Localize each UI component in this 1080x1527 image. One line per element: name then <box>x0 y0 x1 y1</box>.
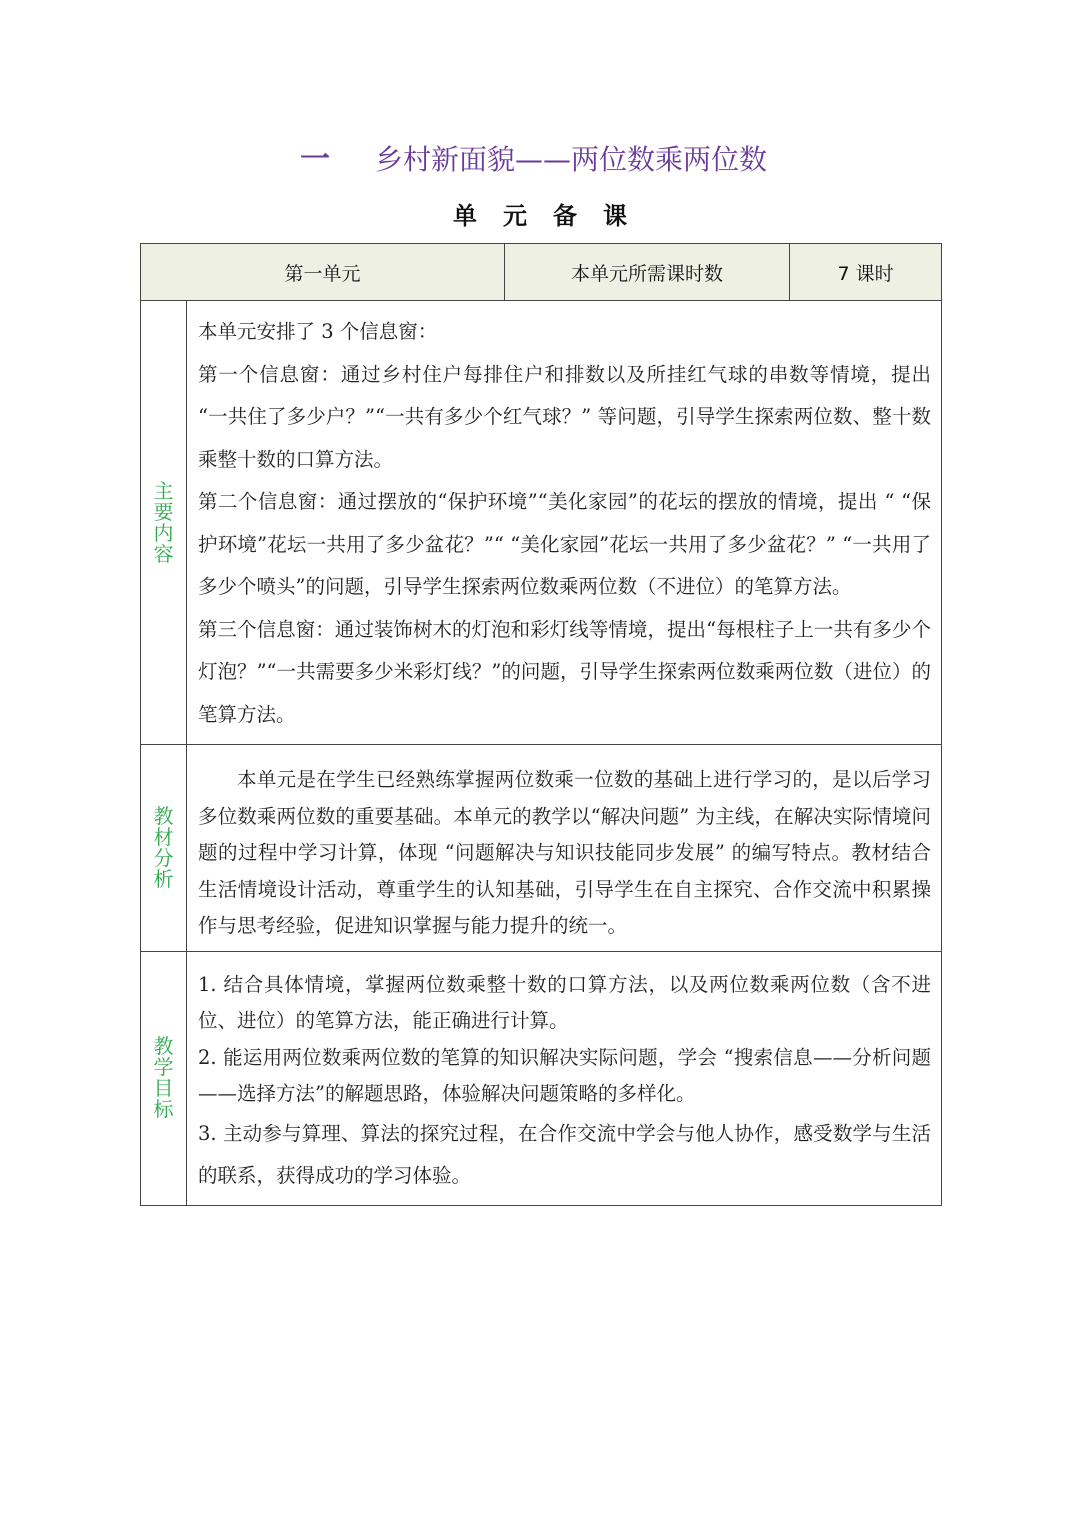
table-header-row <box>141 244 942 301</box>
main-content-label: 主要内容 <box>153 478 174 566</box>
main-content-paragraph: 第二个信息窗：通过摆放的“保护环境”“美化家园”的花坛的摆放的情境，提出 “ “保护环境”花坛一共用了多少盆花？”“ “美化家园”花坛一共用了多少盆花？” “一共用了多少个喷头”的问题，引导学生探索两位数乘两位数（不进位）的笔算方法。 <box>198 490 932 598</box>
teaching-goal-item: 3. 主动参与算理、算法的探究过程，在合作交流中学会与他人协作，感受数学与生活的联系，获得成功的学习体验。 <box>198 1121 932 1187</box>
main-content-label-cell <box>141 301 187 745</box>
unit-number: 一 <box>300 142 330 177</box>
page-title <box>0 138 1080 182</box>
unit-name-cell: 第一单元 <box>141 244 505 301</box>
hours-value-cell: 7 课时 <box>790 244 942 301</box>
unit-title: 乡村新面貌——两位数乘两位数 <box>375 143 768 176</box>
teaching-goals-label: 教学目标 <box>153 1034 174 1121</box>
main-content-paragraph: 本单元安排了 3 个信息窗： <box>198 320 438 343</box>
textbook-analysis-label-cell <box>141 745 187 952</box>
section-subtitle: 单元备课 <box>453 202 653 230</box>
main-content-body <box>187 301 941 744</box>
teaching-goals-row <box>141 951 942 1205</box>
hours-label-cell: 本单元所需课时数 <box>505 244 790 301</box>
main-content-row <box>141 301 942 745</box>
unit-plan-table <box>140 243 942 1206</box>
main-content-cell <box>187 301 942 745</box>
teaching-goal-item: 1. 结合具体情境，掌握两位数乘整十数的口算方法，以及两位数乘两位数（含不进位、进位）的笔算方法，能正确进行计算。 <box>198 972 932 1032</box>
teaching-goals-label-cell <box>141 951 187 1205</box>
main-content-paragraph: 第一个信息窗：通过乡村住户每排住户和排数以及所挂红气球的串数等情境，提出 “一共住了多少户？”“一共有多少个红气球？” 等问题，引导学生探索两位数、整十数乘整十数的口算方法。 <box>198 362 932 471</box>
teaching-goals-cell <box>187 951 942 1205</box>
textbook-analysis-cell <box>187 745 942 952</box>
textbook-analysis-row <box>141 745 942 952</box>
teaching-goal-item: 2. 能运用两位数乘两位数的笔算的知识解决实际问题，学会 “搜索信息——分析问题——选择方法”的解题思路，体验解决问题策略的多样化。 <box>198 1045 932 1105</box>
textbook-analysis-label: 教材分析 <box>153 803 174 891</box>
textbook-analysis-text: 本单元是在学生已经熟练掌握两位数乘一位数的基础上进行学习的，是以后学习多位数乘两位数的重要基础。本单元的教学以“解决问题” 为主线，在解决实际情境问题的过程中学习计算，体现 “问题解决与知识技能同步发展” 的编写特点。教材结合生活情境设计活动，尊重学生的认知基础，引导学生在自主探究、合作交流中积累操作与思考经验，促进知识掌握与能力提升的统一。 <box>198 768 932 937</box>
textbook-analysis-body <box>187 745 941 951</box>
teaching-goals-body <box>187 952 941 1205</box>
main-content-paragraph: 第三个信息窗：通过装饰树木的灯泡和彩灯线等情境，提出“每根柱子上一共有多少个灯泡？”“一共需要多少米彩灯线？”的问题，引导学生探索两位数乘两位数（进位）的笔算方法。 <box>198 617 932 726</box>
